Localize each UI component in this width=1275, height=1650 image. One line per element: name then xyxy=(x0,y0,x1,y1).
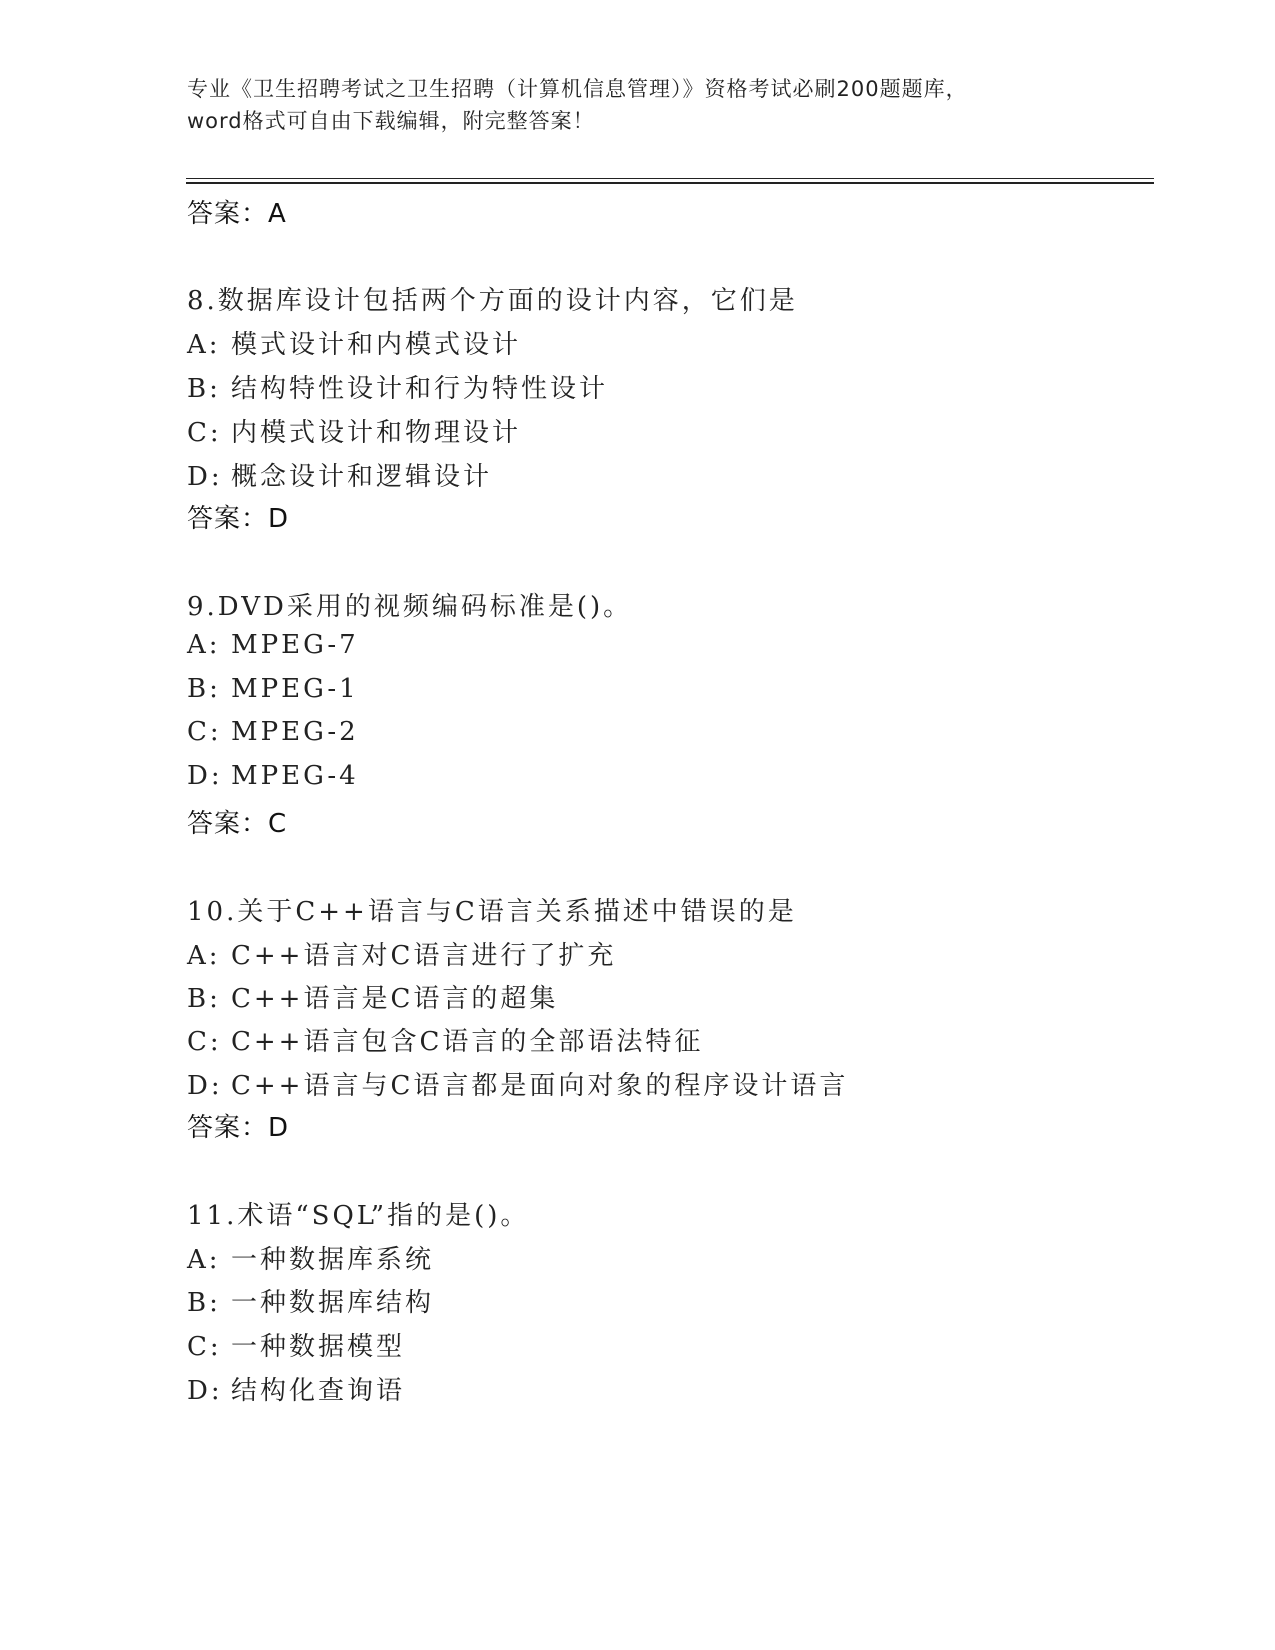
option-letter: B: xyxy=(187,674,221,704)
option-text: 一种数据库系统 xyxy=(231,1245,435,1275)
option-text: 模式设计和内模式设计 xyxy=(231,330,522,360)
question-9-stem: 9.DVD采用的视频编码标准是()。 xyxy=(187,592,633,622)
option-text: MPEG-1 xyxy=(231,674,359,704)
question-10-option-c xyxy=(187,1021,703,1058)
option-letter: B: xyxy=(187,374,221,404)
option-text: 结构化查询语 xyxy=(231,1376,406,1406)
option-letter: A: xyxy=(187,1245,221,1275)
question-11-option-a xyxy=(187,1239,434,1276)
option-letter: D: xyxy=(187,1376,223,1406)
question-10-answer: 答案：D xyxy=(187,1113,290,1143)
option-text: 一种数据库结构 xyxy=(231,1288,435,1318)
option-letter: C: xyxy=(187,1332,222,1362)
option-text: MPEG-4 xyxy=(231,761,359,791)
option-text: C++语言对C语言进行了扩充 xyxy=(231,941,617,971)
previous-answer: 答案：A xyxy=(187,199,287,229)
question-8-option-c xyxy=(187,412,521,449)
question-10-option-b xyxy=(187,978,558,1015)
option-letter: C: xyxy=(187,418,222,448)
question-10-stem: 10.关于C++语言与C语言关系描述中错误的是 xyxy=(187,897,797,927)
option-text: 概念设计和逻辑设计 xyxy=(231,462,493,492)
option-text: 结构特性设计和行为特性设计 xyxy=(231,374,609,404)
option-letter: B: xyxy=(187,984,221,1014)
option-letter: D: xyxy=(187,1071,223,1101)
option-text: MPEG-2 xyxy=(231,717,359,747)
header-line-1: 专业《卫生招聘考试之卫生招聘（计算机信息管理）》资格考试必刷200题题库， xyxy=(187,77,968,101)
option-text: MPEG-7 xyxy=(231,630,359,660)
option-letter: A: xyxy=(187,941,221,971)
question-8-answer: 答案：D xyxy=(187,504,290,534)
question-8-option-d xyxy=(187,456,492,493)
question-8-option-b xyxy=(187,368,608,405)
option-text: C++语言与C语言都是面向对象的程序设计语言 xyxy=(231,1071,849,1101)
question-11-option-c xyxy=(187,1326,405,1363)
header-divider-thick xyxy=(186,182,1154,184)
question-9-option-a xyxy=(187,630,359,660)
option-text: C++语言是C语言的超集 xyxy=(231,984,559,1014)
option-letter: D: xyxy=(187,761,223,791)
option-letter: D: xyxy=(187,462,223,492)
question-11-stem: 11.术语“SQL”指的是()。 xyxy=(187,1201,530,1231)
question-9-option-b xyxy=(187,674,359,704)
question-9-answer: 答案：C xyxy=(187,809,288,839)
option-text: 内模式设计和物理设计 xyxy=(231,418,522,448)
header-divider-thin xyxy=(186,178,1154,179)
question-9-option-d xyxy=(187,761,359,791)
option-letter: A: xyxy=(187,630,221,660)
question-10-option-a xyxy=(187,935,616,972)
question-11-option-b xyxy=(187,1282,434,1319)
option-letter: C: xyxy=(187,1027,222,1057)
option-text: C++语言包含C语言的全部语法特征 xyxy=(231,1027,704,1057)
question-10-option-d xyxy=(187,1065,848,1102)
option-letter: B: xyxy=(187,1288,221,1318)
document-header xyxy=(187,73,1087,137)
question-8-option-a xyxy=(187,324,521,361)
option-letter: A: xyxy=(187,330,221,360)
question-11-option-d xyxy=(187,1370,405,1407)
option-text: 一种数据模型 xyxy=(231,1332,406,1362)
option-letter: C: xyxy=(187,717,222,747)
question-8-stem: 8.数据库设计包括两个方面的设计内容，它们是 xyxy=(187,286,798,316)
question-9-option-c xyxy=(187,717,359,747)
header-line-2: word格式可自由下载编辑，附完整答案！ xyxy=(187,109,595,133)
